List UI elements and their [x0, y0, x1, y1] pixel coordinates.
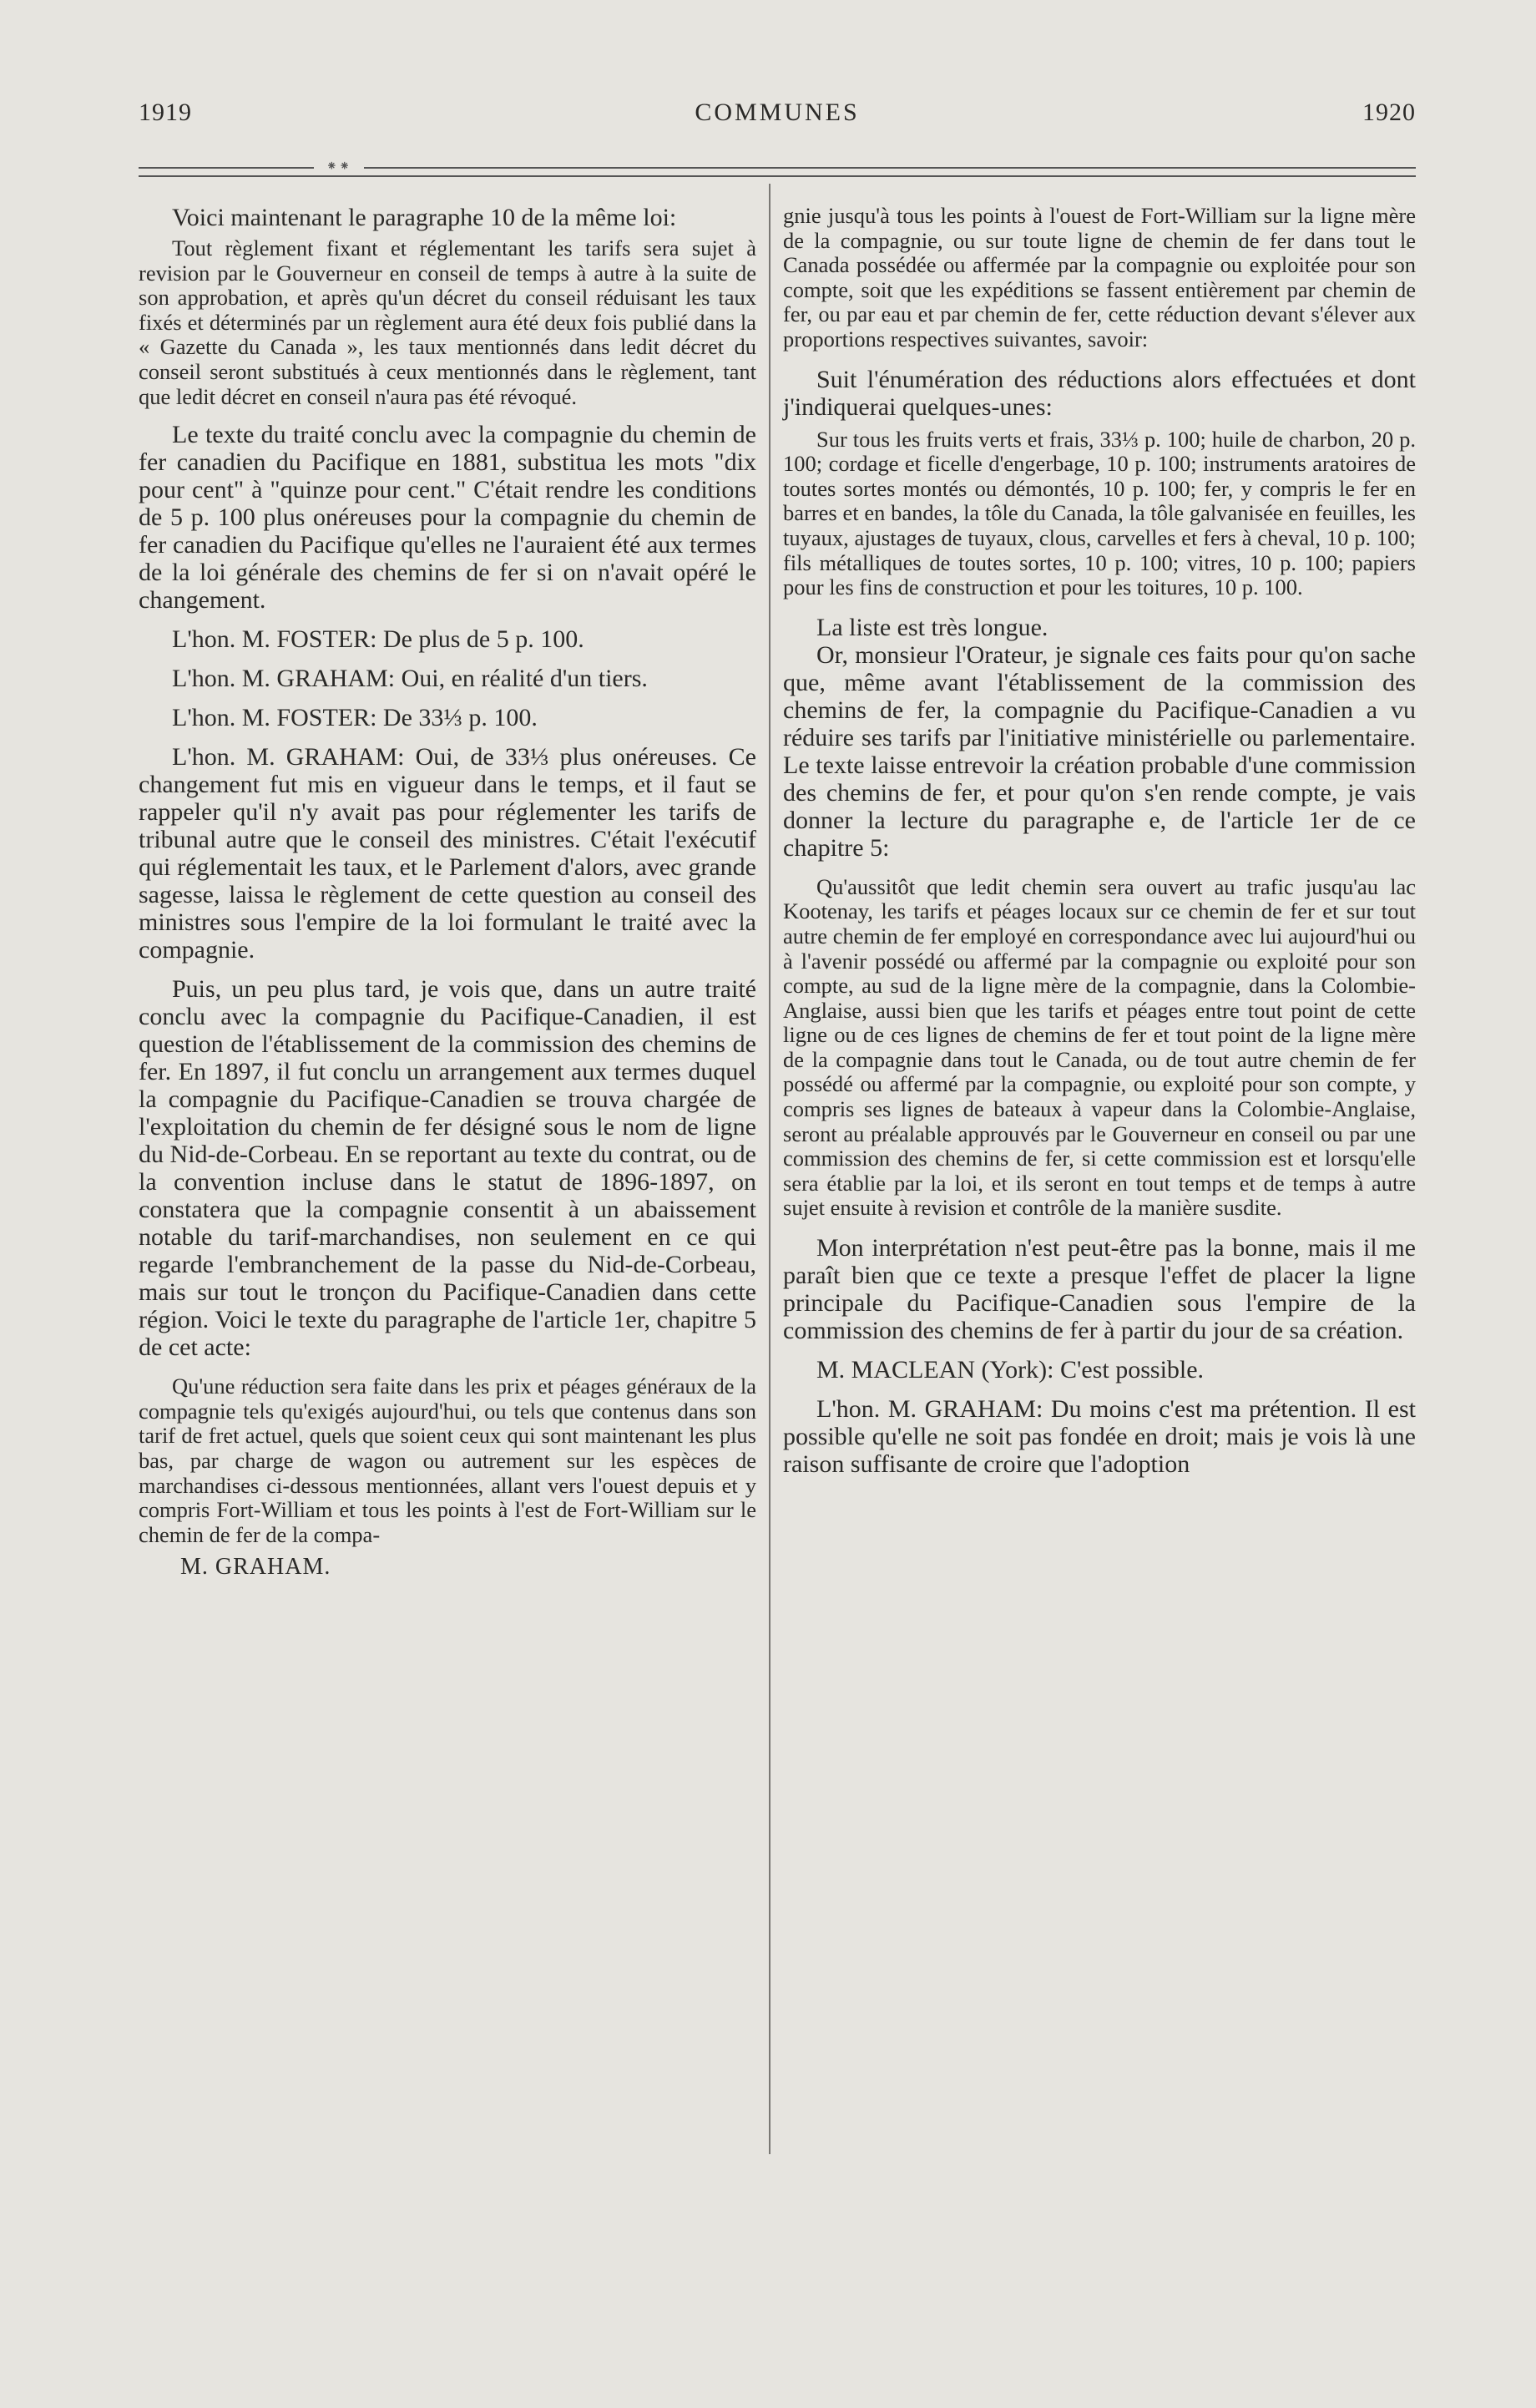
- quote-reduction-continued: gnie jusqu'à tous les points à l'ouest de Fort-William sur la ligne mère de la compagnie, ou sur toute ligne de chemin de fer dans tout le Canada possédée ou affermée par la compagnie ou exploitée pour son compte, soit que les expéditions se fassent entièrement par chemin de fer, ou par eau et par chemin de fer, cette réduction devant s'élever aux proportions respectives suivantes, savoir:: [783, 203, 1416, 352]
- paragraph-traite-1881: Le texte du traité conclu avec la compagnie du chemin de fer canadien du Pacifique en 1881, substitua les mots "dix pour cent" à "quinze pour cent." C'était rendre les conditions de 5 p. 100 plus onéreuses pour la compagnie du chemin de fer canadien du Pacifique qu'elles ne l'auraient été aux termes de la loi générale des chemins de fer si on n'avait opéré le changement.: [139, 421, 756, 615]
- paragraph-orateur: Or, monsieur l'Orateur, je signale ces faits pour qu'on sache que, même avant l'établissement de la commission des chemins de fer, la compagnie du Pacifique-Canadien a vu réduire ses tarifs par l'initiative ministérielle ou parlementaire. Le texte laisse entrevoir la création probable d'une commission des chemins de fer, et pour qu'on s'en rende compte, je vais donner la lecture du paragraphe e, de l'article 1er de ce chapitre 5:: [783, 640, 1416, 862]
- rule-ornament: ⁕⁕: [314, 158, 364, 174]
- paragraph-intro: Voici maintenant le paragraphe 10 de la même loi:: [172, 204, 677, 231]
- paragraph-traite-1897: Puis, un peu plus tard, je vois que, dans un autre traité conclu avec la compagnie du Pacifique-Canadien, il est question de l'établissement de la commission des chemins de fer. En 1897, il fut conclu un arrangement aux termes duquel la compagnie du Pacifique-Canadien se trouva chargée de l'exploitation du chemin de fer désigné sous le nom de ligne du Nid-de-Corbeau. En se reportant au texte du contrat, ou de la convention incluse dans le statut de 1896-1897, on constatera que la compagnie consentit à un abaissement notable du tarif-marchandises, non seulement en ce qui regarde l'embranchement de la passe du Nid-de-Corbeau, mais sur tout le tronçon du Pacifique-Canadien dans cette région. Voici le texte du paragraphe de l'article 1er, chapitre 5 de cet acte:: [139, 975, 756, 1362]
- page-signature: M. GRAHAM.: [180, 1554, 331, 1581]
- left-column: [139, 204, 756, 1581]
- speech-foster-1: L'hon. M. FOSTER: De plus de 5 p. 100.: [172, 625, 584, 654]
- speech-foster-2: L'hon. M. FOSTER: De 33⅓ p. 100.: [172, 704, 538, 732]
- quote-reductions-list: Sur tous les fruits verts et frais, 33⅓ p. 100; huile de charbon, 20 p. 100; cordage et ficelle d'engerbage, 10 p. 100; instruments aratoires de toutes sortes montés ou démontés, 10 p. 100; fer, y compris le fer en barres et en bandes, la tôle du Canada, la tôle galvanisée en feuilles, les tuyaux, ajustages de tuyaux, clous, carvelles et fers à cheval, 10 p. 100; fils métalliques de toutes sortes, 10 p. 100; vitres, 10 p. 100; papiers pour les fins de construction et pour les toitures, 10 p. 100.: [783, 426, 1416, 600]
- speech-graham-2: L'hon. M. GRAHAM: Oui, de 33⅓ plus onéreuses. Ce changement fut mis en vigueur dans le temps, et il faut se rappeler qu'il n'y avait pas pour réglementer les tarifs de tribunal autre que le conseil des ministres. C'était l'exécutif qui réglementait les taux, et le Parlement d'alors, avec grande sagesse, laissa le règlement de cette question au conseil des ministres sous l'empire de la loi formulant le traité avec la compagnie.: [139, 743, 756, 964]
- right-column: [783, 204, 1416, 1478]
- paragraph-interpretation: Mon interprétation n'est peut-être pas la bonne, mais il me paraît bien que ce texte a presque l'effet de placer la ligne principale du Pacifique-Canadien sous l'empire de la commission des chemins de fer à partir du jour de sa création.: [783, 1234, 1416, 1345]
- speech-maclean: M. MACLEAN (York): C'est possible.: [816, 1356, 1205, 1384]
- quote-reduction: Qu'une réduction sera faite dans les prix et péages généraux de la compagnie tels qu'exigés aujourd'hui, ou tels que contenus dans son tarif de fret actuel, quels que soient ceux qui sont maintenant les plus bas, par charge de wagon ou autrement sur les espèces de marchandises ci-dessous mentionnées, allant vers l'ouest depuis et y compris Fort-William et tous les points à l'est de Fort-William sur le chemin de fer de la compa-: [139, 1373, 756, 1547]
- quote-paragraph-10: Tout règlement fixant et réglementant les tarifs sera sujet à revision par le Gouverneur en conseil de temps à autre à la suite de son approbation, et après qu'un décret du conseil réduisant les taux fixés et déterminés par un règlement aura été deux fois publié dans la « Gazette du Canada », les taux mentionnés dans ledit décret du conseil seront substitués à ceux mentionnés dans le règlement, tant que ledit décret en conseil n'aura pas été révoqué.: [139, 235, 756, 409]
- page-header: [139, 99, 1416, 135]
- speech-graham-1: L'hon. M. GRAHAM: Oui, en réalité d'un tiers.: [172, 665, 648, 693]
- paragraph-enumeration: Suit l'énumération des réductions alors effectuées et dont j'indiquerai quelques-unes:: [783, 365, 1416, 421]
- running-title: COMMUNES: [695, 99, 860, 126]
- paragraph-liste: La liste est très longue.: [816, 613, 1048, 641]
- quote-paragraphe-e: Qu'aussitôt que ledit chemin sera ouvert au trafic jusqu'au lac Kootenay, les tarifs et péages locaux sur ce chemin de fer et sur tout autre chemin de fer employé en correspondance avec lui aujourd'hui ou à l'avenir possédé ou affermé par la compagnie ou exploité pour son compte, au sud de la ligne mère de la compagnie, dans la Colombie-Anglaise, aussi bien que les tarifs et péages entre tout point de cette ligne ou de ces lignes de chemins de fer et tout point de la ligne mère de la compagnie dans tout le Canada, ou de tout autre chemin de fer possédé ou affermé par la compagnie, ou exploité pour son compte, y compris ses lignes de bateaux à vapeur dans la Colombie-Anglaise, seront au préalable approuvés par le Gouverneur en conseil ou par une commission des chemins de fer, si cette commission est et lorsqu'elle sera établie par la loi, et ils seront en tout temps et de temps à autre sujet ensuite à revision et contrôle de la manière susdite.: [783, 873, 1416, 1221]
- header-rule: [139, 158, 1416, 177]
- speech-graham-3: L'hon. M. GRAHAM: Du moins c'est ma prétention. Il est possible qu'elle ne soit pas fondée en droit; mais je vois là une raison suffisante de croire que l'adoption: [783, 1395, 1416, 1479]
- column-divider: [769, 184, 771, 2154]
- page-number-left: 1919: [139, 99, 192, 126]
- page-number-right: 1920: [1362, 99, 1416, 126]
